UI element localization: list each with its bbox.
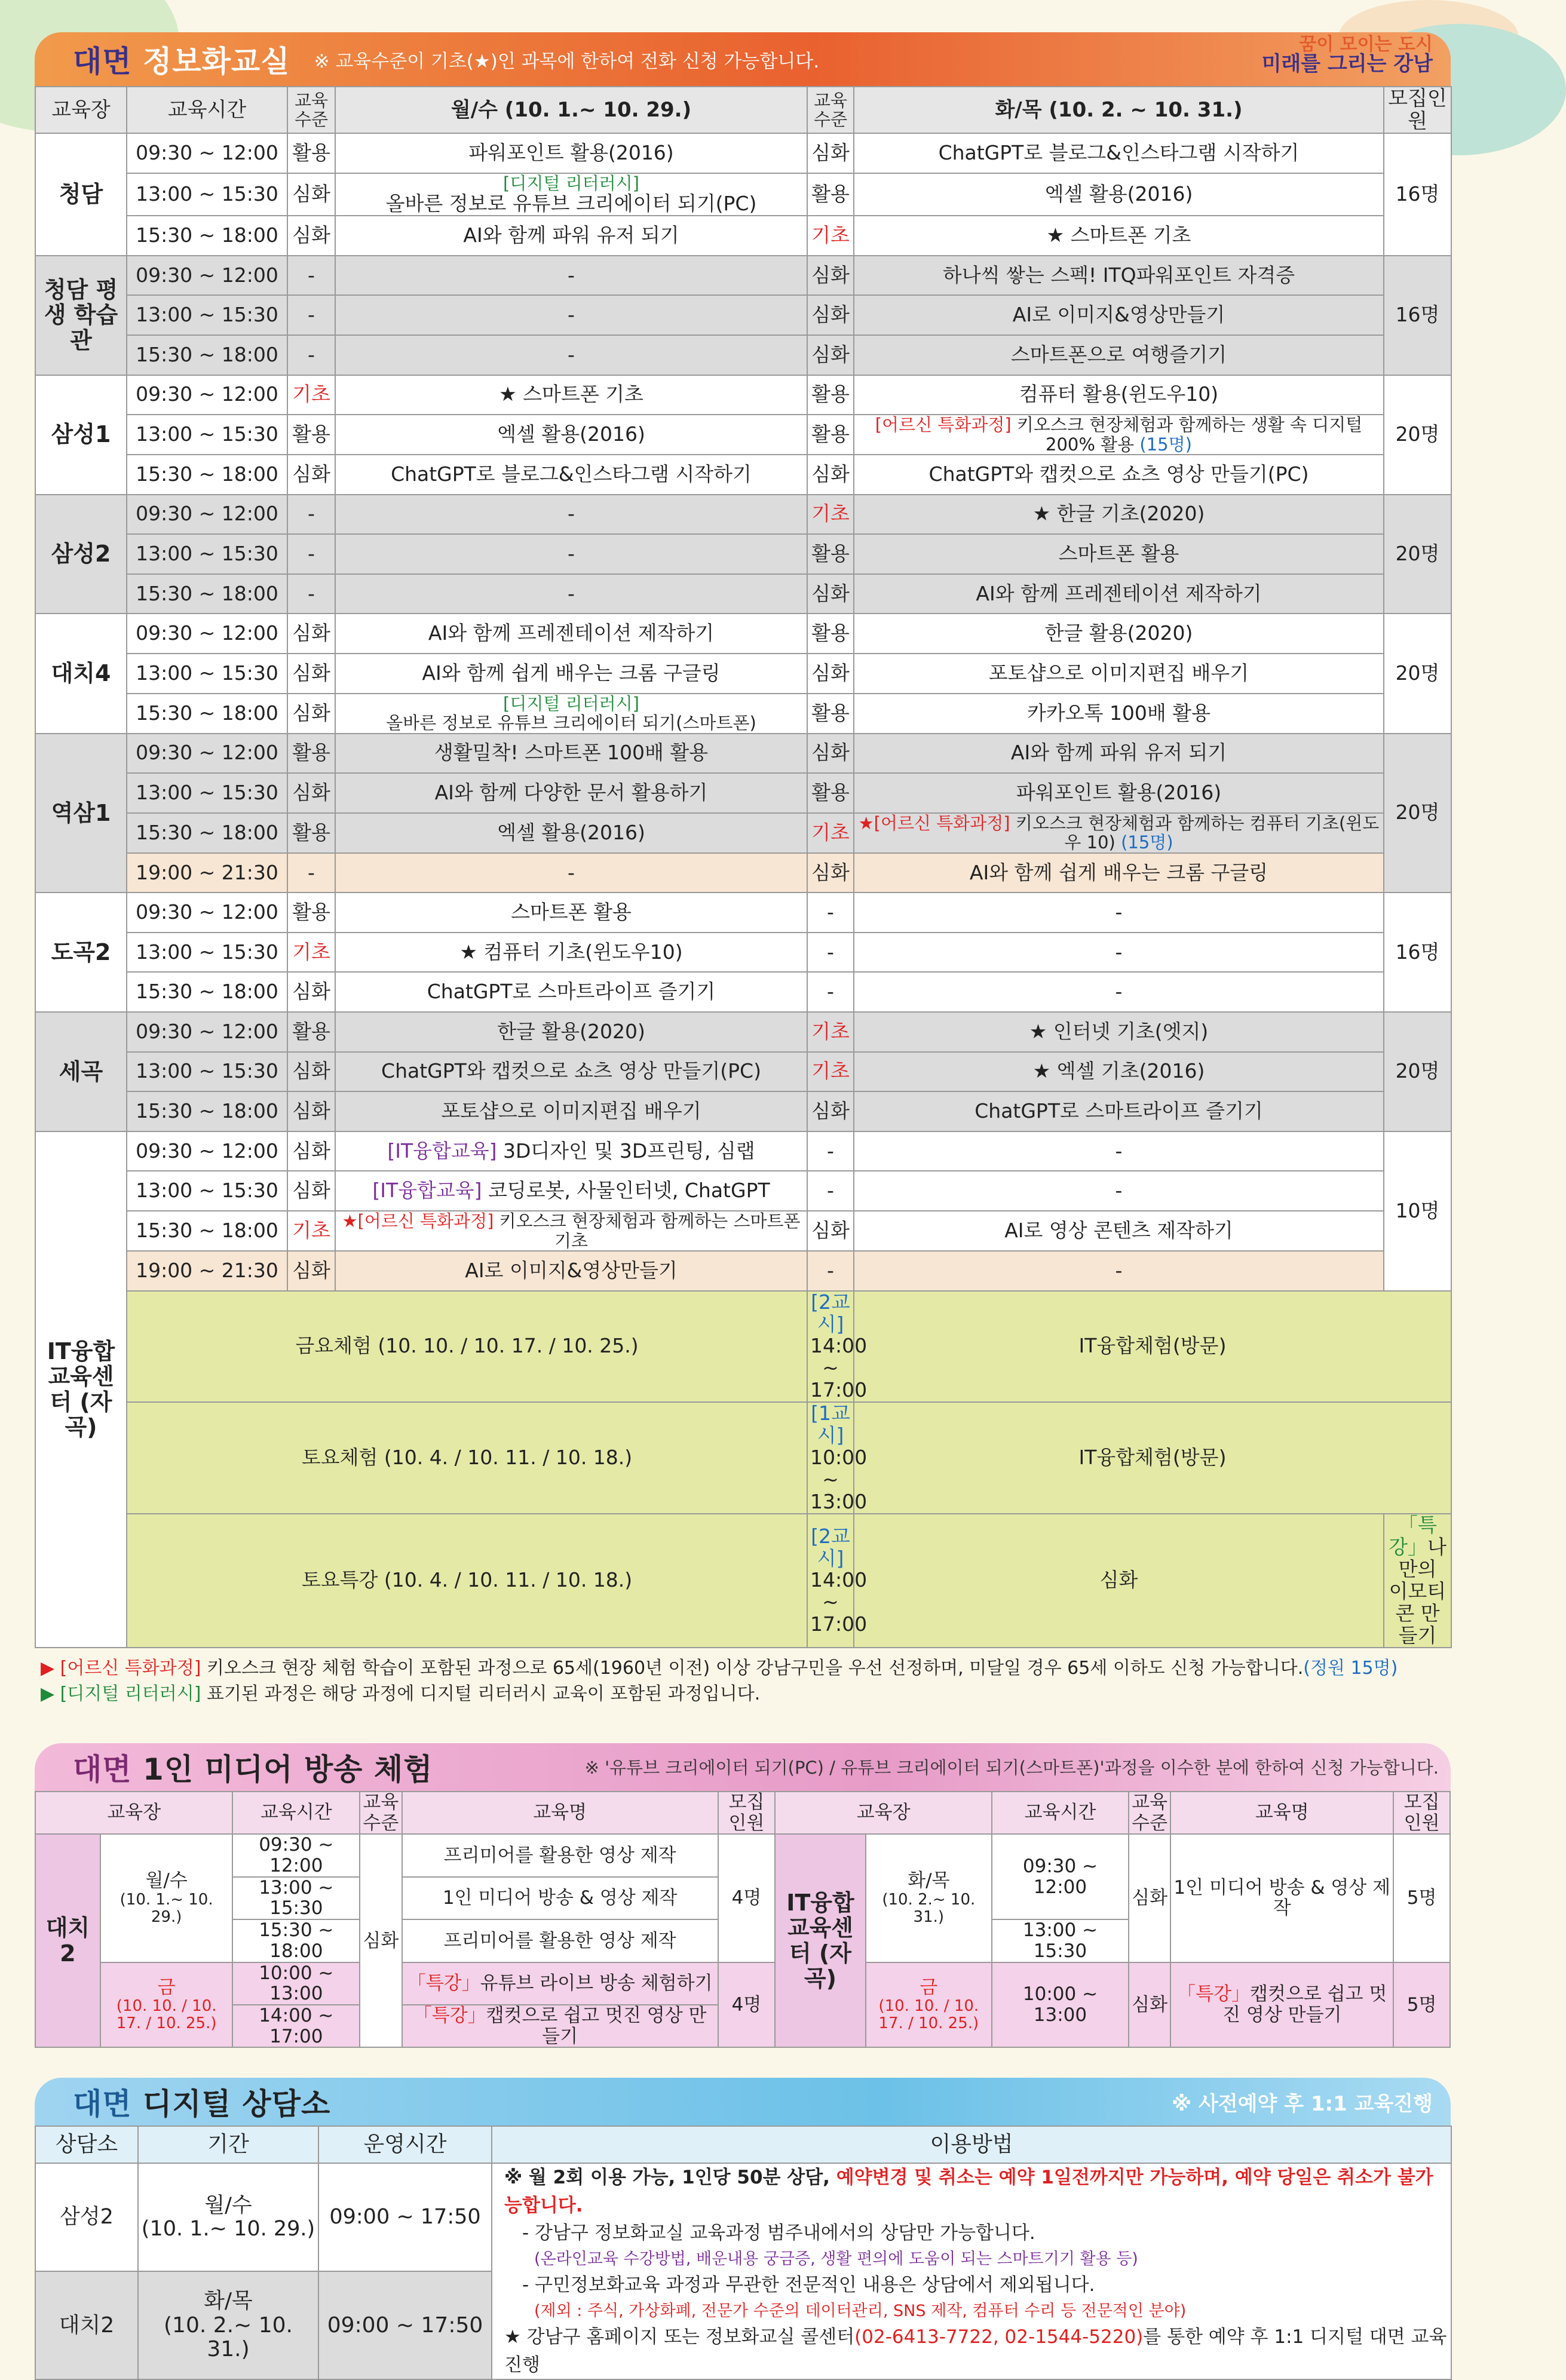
table-row: 19:00 ~ 21:30 심화 AI로 이미지&영상만들기 - - bbox=[35, 1251, 1451, 1291]
table-row: 대치2 화/목 (10. 2.~ 10. 31.) 09:00 ~ 17:50 bbox=[35, 2271, 1451, 2379]
table-row: 13:00 ~ 15:30 - - 활용 스마트폰 활용 bbox=[35, 534, 1451, 574]
section-banner-consult bbox=[35, 2078, 1451, 2126]
table-row: 13:00 ~ 15:30 활용 엑셀 활용(2016) 활용 [어르신 특화과정] 키오스크 현장체험과 함께하는 생활 속 디지털 200% 활용 (15명) bbox=[35, 415, 1451, 455]
section-banner-media bbox=[35, 1743, 1451, 1791]
table-row: 금요체험 (10. 10. / 10. 17. / 10. 25.) [2교시] 14:00 ~ 17:00 IT융합체험(방문) bbox=[35, 1291, 1451, 1403]
title-main: 정보화교실 bbox=[143, 44, 290, 79]
classroom-schedule-table bbox=[35, 86, 1452, 1648]
section-banner-classroom bbox=[35, 32, 1451, 86]
table-row: 14:00 ~ 17:00 「특강」캡컷으로 쉽고 멋진 영상 만들기 bbox=[35, 2005, 1450, 2047]
section-note: ※ '유튜브 크리에이터 되기(PC) / 유튜브 크리에이터 되기(스마트폰)'과정을 이수한 분에 한하여 신청 가능합니다. bbox=[584, 1758, 1439, 1778]
table-row: 역삼1 09:30 ~ 12:00 활용 생활밀착! 스마트폰 100배 활용 심화 AI와 함께 파워 유저 되기 20명 bbox=[35, 734, 1451, 774]
table-row: 19:00 ~ 21:30 - - 심화 AI와 함께 쉽게 배우는 크롬 구글링 bbox=[35, 853, 1451, 893]
table-row: 15:30 ~ 18:00 심화 포토샵으로 이미지편집 배우기 심화 ChatGPT로 스마트라이프 즐기기 bbox=[35, 1091, 1451, 1131]
table-row: 13:00 ~ 15:30 기초 ★ 컴퓨터 기초(윈도우10) - - bbox=[35, 933, 1451, 973]
table-row: 15:30 ~ 18:00 심화 ChatGPT로 스마트라이프 즐기기 - - bbox=[35, 972, 1451, 1012]
gangnam-logo: 꿈이 모이는 도시 미래를 그리는 강남 bbox=[1261, 34, 1433, 76]
usage-instructions: ※ 월 2회 이용 가능, 1인당 50분 상담, 예약변경 및 취소는 예약 1일전까지만 가능하며, 예약 당일은 취소가 불가능합니다. - 강남구 정보화교실 교육과정 범주내에서의 상담만 가능합니다. (온라인교육 수강방법, 배운내용 궁금증, 생활 편의에 도움이 되는 스마트기기 활용 등) - 구민정보화교육 과정과 무관한 전문적인 내용은 상담에서 제외됩니다. (제외 : 주식, 가상화폐, 전문가 수준의 데이터관리, SNS 제작, 컴퓨터 수리 등 전문적인 분야) ★ 강남구 홈페이지 또는 정보화교실 콜센터(02-6413-7722, 02-1544-5220)를 통한 예약 후 1:1 디지털 대면 교육 진행 bbox=[492, 2163, 1451, 2379]
section-title bbox=[73, 38, 290, 81]
triangle-icon: ▶ bbox=[41, 1683, 55, 1705]
section-note: ※ 사전예약 후 1:1 교육진행 bbox=[1172, 2091, 1433, 2116]
table-row: IT융합 교육센터 (자곡) 09:30 ~ 12:00 심화 [IT융합교육] 3D디자인 및 3D프린팅, 심랩 - - 10명 bbox=[35, 1131, 1451, 1171]
table-header: 교육장 교육시간 교육수준 월/수 (10. 1.~ 10. 29.) 교육수준 화/목 (10. 2. ~ 10. 31.) 모집인원 bbox=[35, 87, 1451, 133]
media-schedule-table bbox=[35, 1791, 1451, 2048]
footnotes: ▶ [어르신 특화과정] 키오스크 현장 체험 학습이 포함된 과정으로 65세(1960년 이전) 이상 강남구민을 우선 선정하며, 미달일 경우 65세 이하도 신청 가능합니다.(정원 15명) ▶ [디지털 리터러시] 표기된 과정은 해당 과정에 디지털 리터러시 교육이 포함된 과정입니다. bbox=[41, 1657, 1398, 1705]
table-row: 13:00 ~ 15:30 심화 [IT융합교육] 코딩로봇, 사물인터넷, ChatGPT - - bbox=[35, 1171, 1451, 1211]
title-prefix: 대면 bbox=[73, 44, 132, 79]
table-row: 13:00 ~ 15:30 심화 [디지털 리터러시] 올바른 정보로 유튜브 크리에이터 되기(PC) 활용 엑셀 활용(2016) bbox=[35, 173, 1451, 216]
triangle-icon: ▶ bbox=[41, 1657, 55, 1679]
table-header: 교육장 교육시간 교육수준 교육명 모집인원 교육장 교육시간 교육수준 교육명 모집인원 bbox=[35, 1792, 1450, 1834]
table-header: 상담소 기간 운영시간 이용방법 bbox=[35, 2126, 1451, 2163]
table-row: 금 (10. 10. / 10. 17. / 10. 25.) 10:00 ~ 13:00 「특강」유튜브 라이브 방송 체험하기 4명 금 (10. 10. / 10. 17. / 10. 25.) 10:00 ~ 13:00 심화 「특강」캡컷으로 쉽고 멋진 영상 만들기 5명 bbox=[35, 1962, 1450, 2005]
table-row: 13:00 ~ 15:30 심화 AI와 함께 다양한 문서 활용하기 활용 파워포인트 활용(2016) bbox=[35, 773, 1451, 813]
table-row: 청담 09:30 ~ 12:00 활용 파워포인트 활용(2016) 심화 ChatGPT로 블로그&인스타그램 시작하기 16명 bbox=[35, 133, 1451, 173]
section-title: 대면 디지털 상담소 bbox=[73, 2087, 331, 2122]
table-row: 토요특강 (10. 4. / 10. 11. / 10. 18.) [2교시] 14:00 ~ 17:00 심화 「특강」나만의 이모티콘 만들기 bbox=[35, 1514, 1451, 1648]
table-row: 15:30 ~ 18:00 활용 엑셀 활용(2016) 기초 ★[어르신 특화과정] 키오스크 현장체험과 함께하는 컴퓨터 기초(윈도우 10) (15명) bbox=[35, 813, 1451, 853]
consult-table bbox=[35, 2126, 1452, 2380]
section-title: 대면 1인 미디어 방송 체험 bbox=[73, 1752, 433, 1787]
table-row: 15:30 ~ 18:00 심화 AI와 함께 파워 유저 되기 기초 ★ 스마트폰 기초 bbox=[35, 216, 1451, 256]
table-row: 15:30 ~ 18:00 심화 [디지털 리터러시] 올바른 정보로 유튜브 크리에이터 되기(스마트폰) 활용 카카오톡 100배 활용 bbox=[35, 694, 1451, 734]
table-row: 13:00 ~ 15:30 심화 AI와 함께 쉽게 배우는 크롬 구글링 심화 포토샵으로 이미지편집 배우기 bbox=[35, 654, 1451, 694]
table-row: 삼성1 09:30 ~ 12:00 기초 ★ 스마트폰 기초 활용 컴퓨터 활용(윈도우10) 20명 bbox=[35, 375, 1451, 415]
table-row: 삼성2 월/수 (10. 1.~ 10. 29.) 09:00 ~ 17:50 ※ 월 2회 이용 가능, 1인당 50분 상담, 예약변경 및 취소는 예약 1일전까지만 가능하며, 예약 당일은 취소가 불가능합니다. - 강남구 정보화교실 교육과정 범주내에서의 상담만 가능합니다. (온라인교육 수강방법, 배운내용 궁금증, 생활 편의에 도움이 되는 스마트기기 활용 등) - 구민정보화교육 과정과 무관한 전문적인 내용은 상담에서 제외됩니다. (제외 : 주식, 가상화폐, 전문가 수준의 데이터관리, SNS 제작, 컴퓨터 수리 등 전문적인 분야) ★ 강남구 홈페이지 또는 정보화교실 콜센터(02-6413-7722, 02-1544-5220)를 통한 예약 후 1:1 디지털 대면 교육 진행 bbox=[35, 2163, 1451, 2271]
table-row: 15:30 ~ 18:00 - - 심화 AI와 함께 프레젠테이션 제작하기 bbox=[35, 574, 1451, 614]
table-row: 청담 평생 학습관 09:30 ~ 12:00 - - 심화 하나씩 쌓는 스펙! ITQ파워포인트 자격증 16명 bbox=[35, 256, 1451, 296]
table-row: 15:30 ~ 18:00 - - 심화 스마트폰으로 여행즐기기 bbox=[35, 335, 1451, 375]
table-row: 대치4 09:30 ~ 12:00 심화 AI와 함께 프레젠테이션 제작하기 활용 한글 활용(2020) 20명 bbox=[35, 614, 1451, 654]
table-row: 13:00 ~ 15:30 - - 심화 AI로 이미지&영상만들기 bbox=[35, 295, 1451, 335]
table-row: 15:30 ~ 18:00 심화 ChatGPT로 블로그&인스타그램 시작하기 심화 ChatGPT와 캡컷으로 쇼츠 영상 만들기(PC) bbox=[35, 455, 1451, 495]
section-note: ※ 교육수준이 기초(★)인 과목에 한하여 전화 신청 가능합니다. bbox=[314, 50, 820, 72]
table-row: 삼성2 09:30 ~ 12:00 - - 기초 ★ 한글 기초(2020) 20명 bbox=[35, 495, 1451, 535]
table-row: 세곡 09:30 ~ 12:00 활용 한글 활용(2020) 기초 ★ 인터넷 기초(엣지) 20명 bbox=[35, 1012, 1451, 1052]
table-row: 13:00 ~ 15:30 1인 미디어 방송 & 영상 제작 bbox=[35, 1877, 1450, 1919]
table-row: 대치2 월/수 (10. 1.~ 10. 29.) 09:30 ~ 12:00 심화 프리미어를 활용한 영상 제작 4명 IT융합 교육센터 (자곡) 화/목 (10. 2.~ 10. 31.) 09:30 ~ 12:00 심화 1인 미디어 방송 & 영상 제작 5명 bbox=[35, 1834, 1450, 1876]
table-row: 15:30 ~ 18:00 기초 ★[어르신 특화과정] 키오스크 현장체험과 함께하는 스마트폰 기초 심화 AI로 영상 콘텐츠 제작하기 bbox=[35, 1211, 1451, 1251]
table-row: 15:30 ~ 18:00 프리미어를 활용한 영상 제작 13:00 ~ 15:30 bbox=[35, 1919, 1450, 1962]
table-row: 도곡2 09:30 ~ 12:00 활용 스마트폰 활용 - - 16명 bbox=[35, 892, 1451, 933]
table-row: 13:00 ~ 15:30 심화 ChatGPT와 캡컷으로 쇼츠 영상 만들기(PC) 기초 ★ 엑셀 기초(2016) bbox=[35, 1052, 1451, 1092]
table-row: 토요체험 (10. 4. / 10. 11. / 10. 18.) [1교시] 10:00 ~ 13:00 IT융합체험(방문) bbox=[35, 1402, 1451, 1514]
